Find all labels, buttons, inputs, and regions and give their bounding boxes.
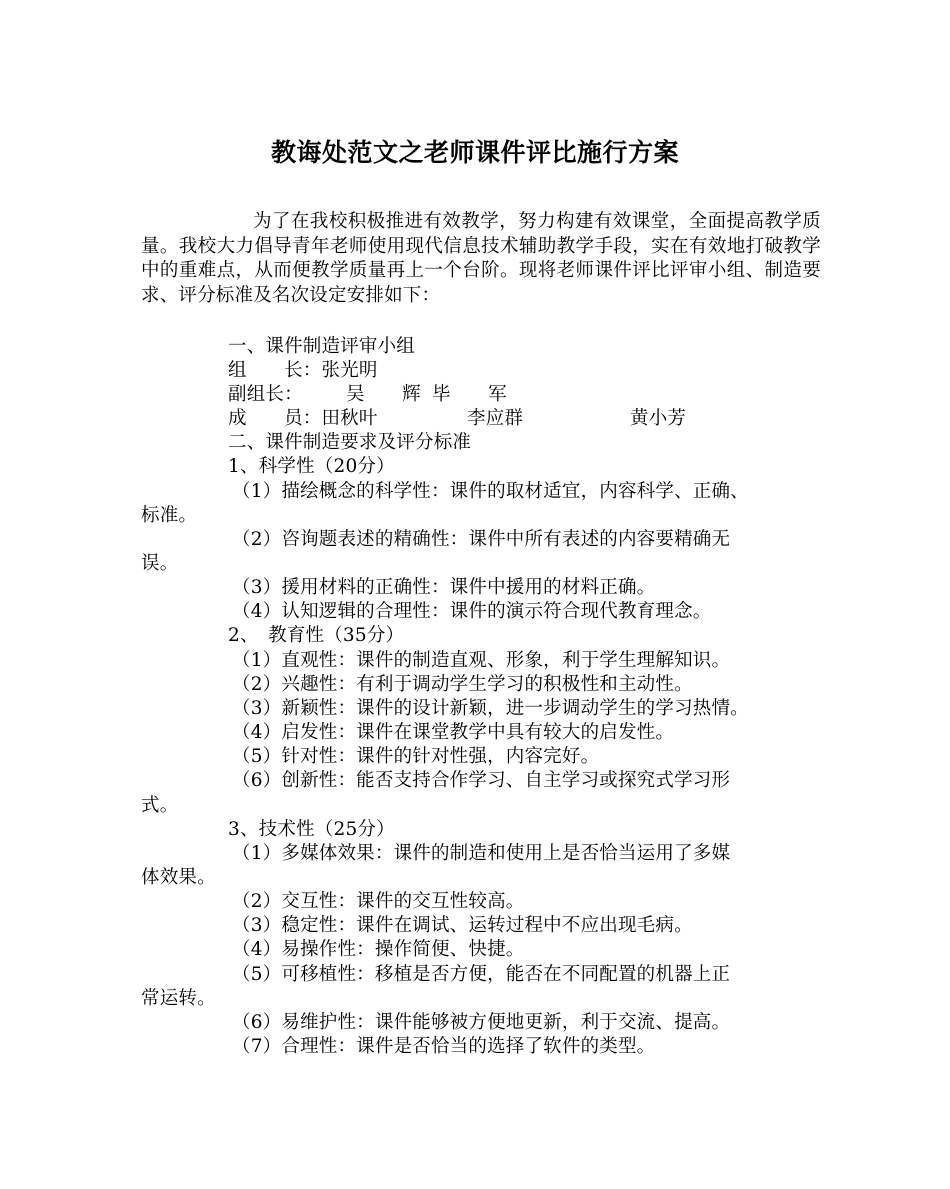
science-item-2-cont: 误。 bbox=[141, 553, 179, 574]
education-item-6: （6）创新性：能否支持合作学习、自主学习或探究式学习形 bbox=[232, 770, 731, 791]
intro-paragraph: 为了在我校积极推进有效教学，努力构建有效课堂，全面提高教学质量。我校大力倡导青年老师使用现代信息技术辅助教学手段，实在有效地打破教学中的重难点，从而便教学质量再上一个台阶。现将老师课件评比评审小组、制造要求、评分标准及名次设定安排如下： bbox=[141, 211, 821, 306]
member-name-3: 黄小芳 bbox=[630, 408, 687, 429]
education-item-1: （1）直观性：课件的制造直观、形象，利于学生理解知识。 bbox=[232, 650, 731, 671]
document-title: 教诲处范文之老师课件评比施行方案 bbox=[270, 138, 679, 167]
technology-item-5-cont: 常运转。 bbox=[141, 988, 216, 1009]
education-heading: 2、 教育性（35分） bbox=[228, 625, 405, 646]
science-heading: 1、科学性（20分） bbox=[228, 456, 395, 477]
education-item-2: （2）兴趣性：有利于调动学生学习的积极性和主动性。 bbox=[232, 674, 693, 695]
technology-item-6: （6）易维护性：课件能够被方便地更新，利于交流、提高。 bbox=[232, 1012, 731, 1033]
technology-item-5: （5）可移植性：移植是否方便，能否在不同配置的机器上正 bbox=[232, 964, 731, 985]
deputy-name-2: 毕 军 bbox=[432, 384, 507, 405]
education-item-5: （5）针对性：课件的针对性强，内容完好。 bbox=[232, 746, 600, 767]
technology-item-1: （1）多媒体效果：课件的制造和使用上是否恰当运用了多媒 bbox=[232, 843, 731, 864]
science-item-3: （3）援用材料的正确性：课件中援用的材料正确。 bbox=[232, 577, 656, 598]
education-item-4: （4）启发性：课件在课堂教学中具有较大的启发性。 bbox=[232, 722, 675, 743]
group-leader: 组 长：张光明 bbox=[228, 360, 378, 381]
technology-item-7: （7）合理性：课件是否恰当的选择了软件的类型。 bbox=[232, 1036, 656, 1057]
science-item-2: （2）咨询题表述的精确性：课件中所有表述的内容要精确无 bbox=[232, 529, 731, 550]
education-item-6-cont: 式。 bbox=[141, 795, 179, 816]
science-item-4: （4）认知逻辑的合理性：课件的演示符合现代教育理念。 bbox=[232, 601, 712, 622]
education-item-3: （3）新颖性：课件的设计新颖，进一步调动学生的学习热情。 bbox=[232, 698, 749, 719]
technology-item-4: （4）易操作性：操作简便、快捷。 bbox=[232, 939, 525, 960]
section-heading-requirements: 二、课件制造要求及评分标准 bbox=[228, 432, 472, 453]
science-item-1: （1）描绘概念的科学性：课件的取材适宜，内容科学、正确、 bbox=[232, 481, 749, 502]
science-item-1-cont: 标准。 bbox=[141, 505, 198, 526]
deputy-name-1: 吴 辉 bbox=[346, 384, 421, 405]
member-name-2: 李应群 bbox=[467, 408, 524, 429]
technology-item-2: （2）交互性：课件的交互性较高。 bbox=[232, 891, 525, 912]
section-heading-review-group: 一、课件制造评审小组 bbox=[228, 336, 416, 357]
technology-item-3: （3）稳定性：课件在调试、运转过程中不应出现毛病。 bbox=[232, 915, 693, 936]
technology-item-1-cont: 体效果。 bbox=[141, 867, 216, 888]
technology-heading: 3、技术性（25分） bbox=[228, 819, 395, 840]
deputy-label: 副组长： bbox=[228, 384, 303, 405]
member-label: 成 员：田秋叶 bbox=[228, 408, 378, 429]
